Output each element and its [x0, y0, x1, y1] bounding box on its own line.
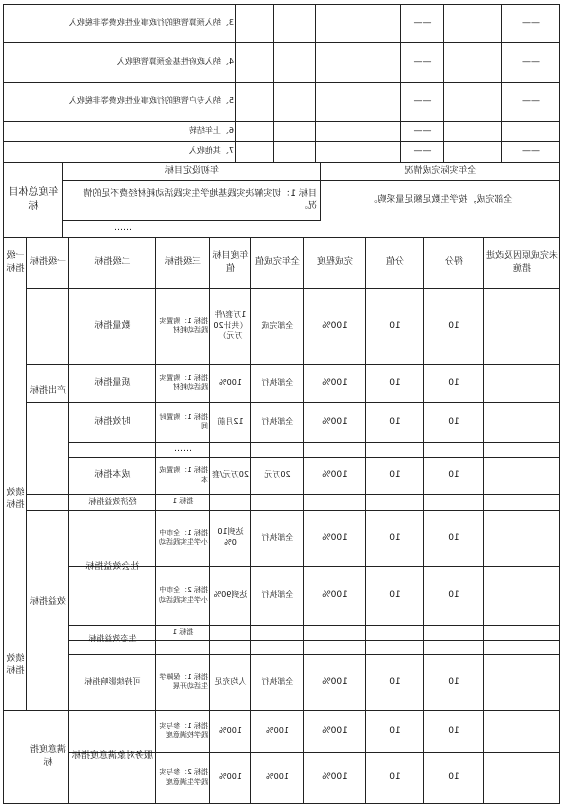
income-row-label: 4、纳入政府性基金预算管理收入	[116, 56, 234, 66]
benefit-indicator-label: 效益指标	[30, 596, 67, 607]
performance-indicator-group-2: 绩效指标	[6, 653, 25, 676]
header-progress: 完成程度	[317, 257, 354, 268]
level2-cell: 质量指标	[94, 377, 131, 388]
output-indicator-label: 产出指标	[30, 385, 67, 396]
actual-cell: 20万元	[264, 470, 291, 480]
income-row-label: 6、上年结转	[188, 125, 234, 135]
weight-cell: 10	[389, 320, 401, 331]
level2-cell: 可持续影响指标	[84, 676, 141, 686]
header-actual: 全年完成值	[255, 257, 301, 268]
income-col-line	[273, 4, 274, 162]
level3-cell: 指标 1	[172, 497, 194, 506]
score-cell: 10	[448, 772, 460, 783]
target-cell: 100%	[219, 725, 242, 735]
header-reason: 未完成原因及改进措施	[485, 251, 558, 274]
actual-cell: 全部执行	[261, 532, 294, 542]
progress-cell: 100%	[322, 725, 348, 736]
level3-cell: 指标 1：购置时间	[159, 412, 208, 430]
income-row-value: ——	[413, 56, 432, 67]
level2-cell: 数量指标	[94, 320, 131, 331]
header-level2: 二级指标	[94, 257, 131, 268]
goal-target-text: 目标 1：切实解决实践基地学生实践活动耗材经费不足的情况。	[83, 188, 317, 211]
weight-cell: 10	[389, 772, 401, 783]
score-cell: 10	[448, 676, 460, 687]
level2-cell: 时效指标	[94, 416, 131, 427]
target-cell: 达到100%	[217, 527, 244, 547]
income-row-value: ——	[413, 146, 432, 157]
goal-set-header: 年初设定目标	[165, 165, 220, 176]
income-row-value: ——	[522, 96, 540, 107]
weight-cell: 10	[389, 590, 401, 601]
row-line	[69, 442, 560, 443]
level2-cell: 经济效益指标	[88, 496, 137, 506]
goal-ellipsis: ……	[114, 223, 132, 234]
score-cell: 10	[448, 590, 460, 601]
income-col-line	[315, 4, 316, 162]
income-row-value	[502, 121, 560, 141]
level3-cell: 指标 1：购置实践活动耗材	[159, 373, 208, 391]
income-row-value: ——	[522, 56, 540, 67]
progress-cell: 100%	[322, 772, 348, 783]
level3-cell: 指标 1：购置实践活动耗材	[159, 316, 208, 334]
income-row-value: ——	[413, 96, 432, 107]
income-row-label: 3、纳入预算管理的行政事业性收费等非税收入	[68, 17, 234, 27]
income-row-label: 5、纳入专户管理的行政事业性收费等非税收入	[68, 96, 234, 106]
target-cell: 100%	[219, 772, 242, 782]
progress-cell: 100%	[322, 676, 348, 687]
level3-cell: 指标 1：全市中小学生实践活动	[159, 528, 208, 546]
actual-cell: 100%	[266, 725, 289, 735]
score-cell: 10	[448, 320, 460, 331]
progress-cell: 100%	[322, 416, 348, 427]
actual-cell: 全部执行	[261, 416, 294, 426]
actual-cell: 全部执行	[261, 590, 294, 600]
satisfaction-indicator-label: 满意度指标	[30, 745, 67, 768]
weight-cell: 10	[389, 532, 401, 543]
progress-cell: 100%	[322, 590, 348, 601]
score-cell: 10	[448, 416, 460, 427]
level3-cell: 指标 1：购置成本	[159, 466, 208, 484]
level2-cell: 服务对象满意度指标	[72, 751, 154, 762]
score-cell: 10	[448, 470, 460, 481]
level3-ellipsis: ……	[174, 444, 192, 455]
target-cell: 12月前	[217, 416, 244, 426]
actual-cell: 全部执行	[261, 676, 294, 686]
actual-cell: 全部执行	[261, 377, 294, 387]
level3-cell: 指标 1：参与实践学校满意度	[159, 721, 208, 739]
actual-cell: 100%	[266, 772, 289, 782]
target-cell: 人均充足	[214, 676, 247, 686]
target-cell: 达到90%	[213, 590, 248, 600]
annual-goal-label: 年度总体目标	[8, 187, 59, 212]
level3-cell: 指标 1	[172, 627, 194, 636]
header-level1: 一级指标	[6, 251, 25, 274]
weight-cell: 10	[389, 416, 401, 427]
header-score: 得分	[445, 257, 464, 268]
header-weight: 分值	[386, 257, 405, 268]
goal-actual-header: 全年实际完成情况	[404, 165, 477, 176]
header-level1-sub: 一级指标	[30, 257, 67, 268]
level3-cell: 指标 1：保障学生活动开展	[159, 672, 208, 690]
income-row-value: ——	[413, 17, 432, 28]
level2-cell: 成本指标	[94, 470, 131, 481]
actual-cell: 全部完成	[261, 320, 294, 330]
score-cell: 10	[448, 725, 460, 736]
income-row-value: ——	[522, 17, 540, 28]
level2-cell: 社会效益指标	[85, 562, 140, 573]
progress-cell: 100%	[322, 377, 348, 388]
score-cell: 10	[448, 532, 460, 543]
progress-cell: 100%	[322, 532, 348, 543]
progress-cell: 100%	[322, 320, 348, 331]
header-level3: 三级指标	[165, 257, 202, 268]
score-cell: 10	[448, 377, 460, 388]
income-row-value: ——	[413, 125, 432, 136]
target-cell: 20万元/套	[212, 470, 249, 480]
level3-cell: 指标 2：全市中小学生实践活动	[159, 586, 208, 604]
border-bottom	[3, 803, 560, 804]
weight-cell: 10	[389, 725, 401, 736]
progress-cell: 100%	[322, 470, 348, 481]
level2-cell: 生态效益指标	[88, 634, 137, 644]
weight-cell: 10	[389, 377, 401, 388]
income-row-value: ——	[522, 146, 540, 157]
weight-cell: 10	[389, 470, 401, 481]
level3-cell: 指标 2：参与实践学生满意度	[159, 768, 208, 786]
target-cell: 100%	[219, 377, 242, 387]
income-row-label: 7、其他收入	[188, 146, 234, 156]
header-target: 年度目标值	[212, 251, 249, 274]
weight-cell: 10	[389, 676, 401, 687]
goal-actual-text: 全部完成，按学生数足额足量采购。	[368, 194, 513, 205]
target-cell: 1万套/件（共计20万元）	[213, 309, 248, 341]
performance-indicator-group: 绩效指标	[6, 487, 25, 510]
